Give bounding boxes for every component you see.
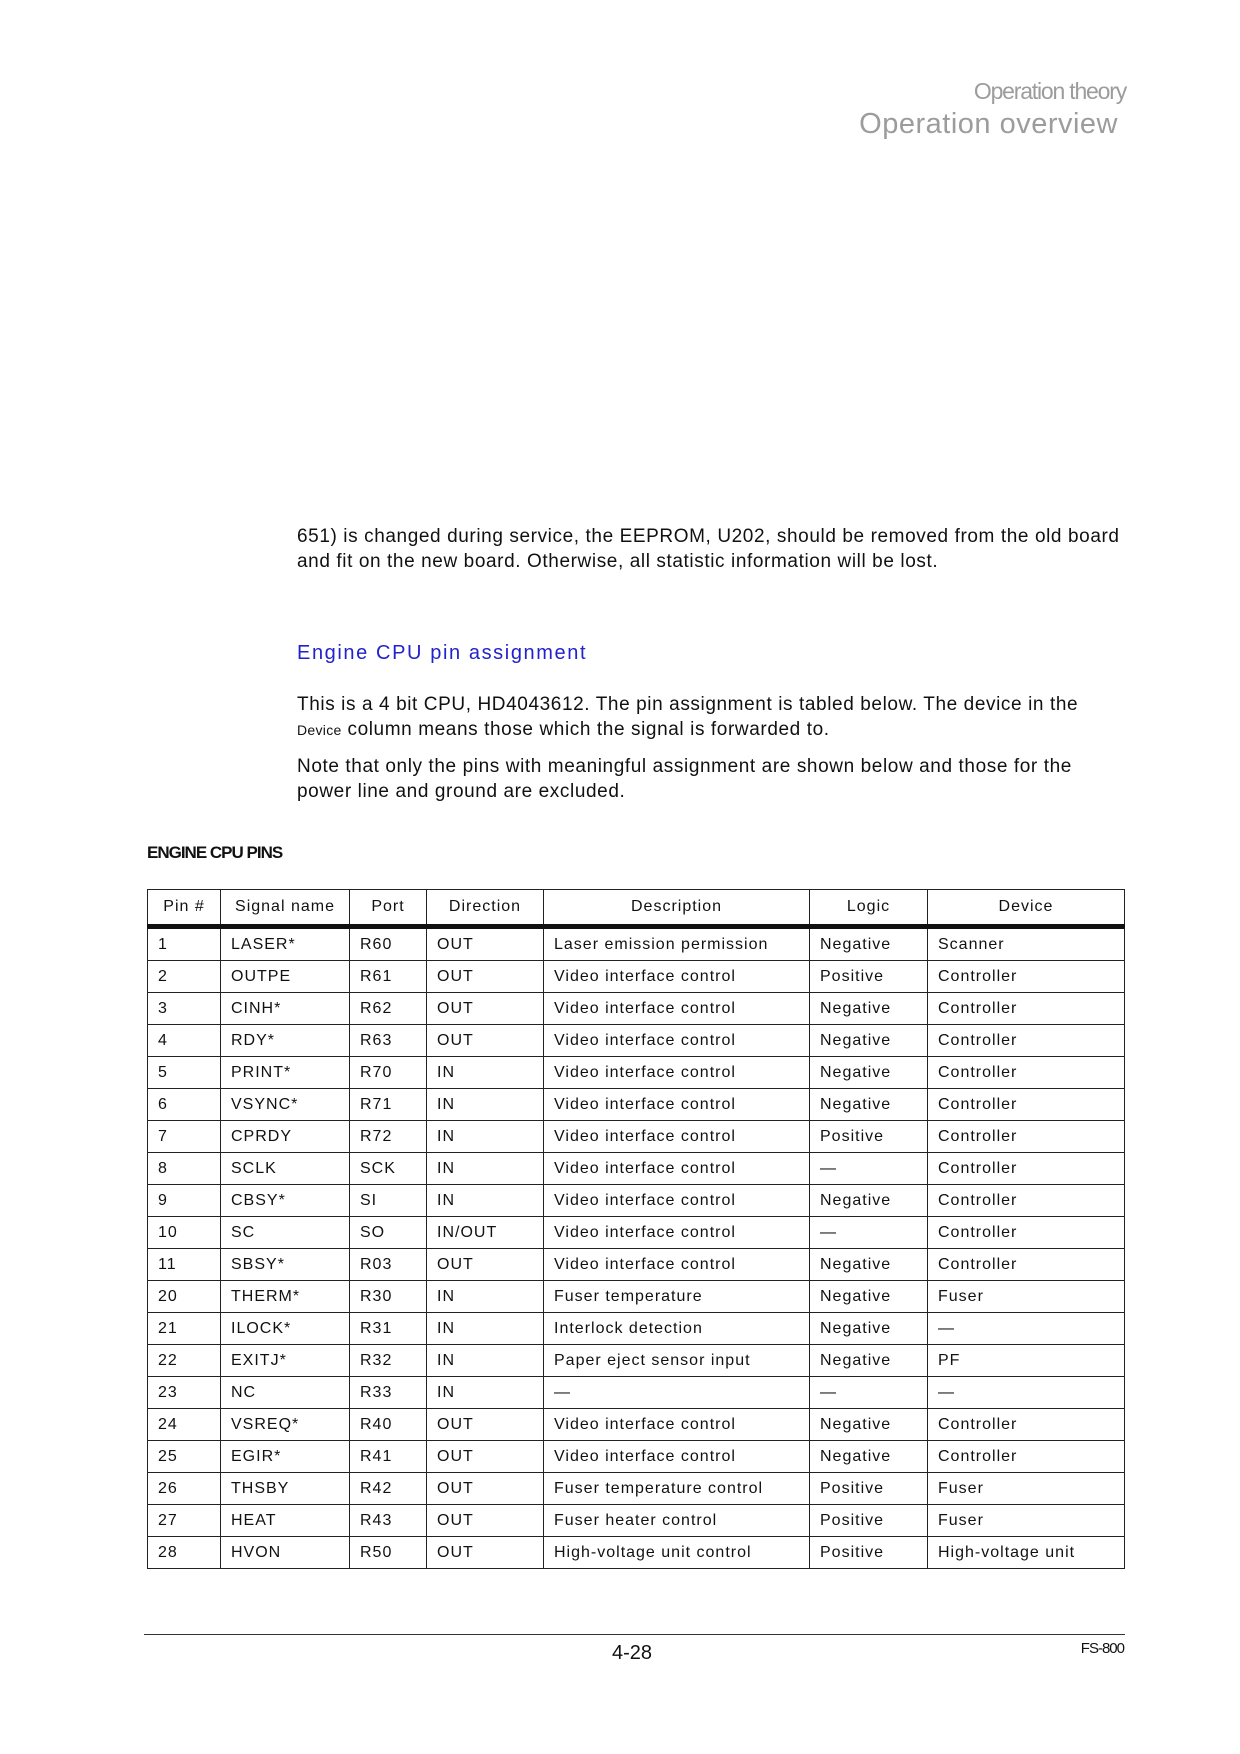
table-cell: OUT bbox=[427, 1249, 544, 1281]
page-number: 4-28 bbox=[612, 1642, 653, 1664]
table-cell: Negative bbox=[810, 1025, 928, 1057]
device-term: Device bbox=[297, 722, 342, 738]
column-header: Port bbox=[350, 890, 427, 927]
table-cell: R71 bbox=[350, 1089, 427, 1121]
table-row bbox=[148, 1185, 1125, 1217]
table-cell: 22 bbox=[148, 1345, 221, 1377]
table-cell: 28 bbox=[148, 1537, 221, 1569]
table-cell: Fuser heater control bbox=[544, 1505, 810, 1537]
table-cell: Negative bbox=[810, 1057, 928, 1089]
table-row bbox=[148, 1409, 1125, 1441]
table-cell: Controller bbox=[928, 1185, 1125, 1217]
table-cell: SI bbox=[350, 1185, 427, 1217]
table-cell: Negative bbox=[810, 993, 928, 1025]
table-cell: R50 bbox=[350, 1537, 427, 1569]
column-header: Logic bbox=[810, 890, 928, 927]
table-cell: 24 bbox=[148, 1409, 221, 1441]
table-row bbox=[148, 1473, 1125, 1505]
table-cell: NC bbox=[221, 1377, 350, 1409]
table-header-row bbox=[148, 890, 1125, 927]
table-cell: Video interface control bbox=[544, 1025, 810, 1057]
table-cell: EGIR* bbox=[221, 1441, 350, 1473]
table-cell: IN bbox=[427, 1057, 544, 1089]
table-cell: OUT bbox=[427, 1441, 544, 1473]
table-cell: Negative bbox=[810, 1249, 928, 1281]
table-cell: — bbox=[928, 1377, 1125, 1409]
table-row bbox=[148, 1121, 1125, 1153]
table-cell: SC bbox=[221, 1217, 350, 1249]
table-row bbox=[148, 1057, 1125, 1089]
section-title: Operation overview bbox=[859, 108, 1118, 140]
table-cell: R62 bbox=[350, 993, 427, 1025]
column-header: Device bbox=[928, 890, 1125, 927]
table-cell: Video interface control bbox=[544, 1185, 810, 1217]
intro-paragraph bbox=[297, 692, 1127, 743]
table-cell: High-voltage unit bbox=[928, 1537, 1125, 1569]
table-cell: Controller bbox=[928, 1121, 1125, 1153]
table-cell: ILOCK* bbox=[221, 1313, 350, 1345]
table-cell: Negative bbox=[810, 1409, 928, 1441]
table-cell: — bbox=[810, 1377, 928, 1409]
table-cell: EXITJ* bbox=[221, 1345, 350, 1377]
table-cell: R32 bbox=[350, 1345, 427, 1377]
table-cell: R60 bbox=[350, 927, 427, 961]
table-cell: Negative bbox=[810, 1313, 928, 1345]
table-cell: OUT bbox=[427, 1409, 544, 1441]
column-header: Description bbox=[544, 890, 810, 927]
table-cell: Video interface control bbox=[544, 1249, 810, 1281]
table-cell: Controller bbox=[928, 993, 1125, 1025]
table-cell: Positive bbox=[810, 1537, 928, 1569]
table-cell: SO bbox=[350, 1217, 427, 1249]
table-cell: Paper eject sensor input bbox=[544, 1345, 810, 1377]
table-cell: CINH* bbox=[221, 993, 350, 1025]
chapter-title: Operation theory bbox=[973, 78, 1126, 104]
column-header: Pin # bbox=[148, 890, 221, 927]
table-cell: — bbox=[810, 1217, 928, 1249]
table-cell: Video interface control bbox=[544, 993, 810, 1025]
footer-rule bbox=[144, 1634, 1125, 1635]
table-row bbox=[148, 1345, 1125, 1377]
table-cell: LASER* bbox=[221, 927, 350, 961]
subsection-heading: Engine CPU pin assignment bbox=[297, 642, 588, 664]
table-cell: OUT bbox=[427, 993, 544, 1025]
table-cell: Fuser bbox=[928, 1473, 1125, 1505]
table-cell: Controller bbox=[928, 1249, 1125, 1281]
table-cell: — bbox=[544, 1377, 810, 1409]
table-cell: OUT bbox=[427, 1505, 544, 1537]
table-cell: Interlock detection bbox=[544, 1313, 810, 1345]
table-cell: Video interface control bbox=[544, 1217, 810, 1249]
table-cell: 6 bbox=[148, 1089, 221, 1121]
table-cell: Negative bbox=[810, 1185, 928, 1217]
table-cell: SCLK bbox=[221, 1153, 350, 1185]
table-row bbox=[148, 1089, 1125, 1121]
table-cell: PF bbox=[928, 1345, 1125, 1377]
table-row bbox=[148, 1537, 1125, 1569]
table-cell: R40 bbox=[350, 1409, 427, 1441]
table-cell: Negative bbox=[810, 927, 928, 961]
table-cell: Fuser bbox=[928, 1281, 1125, 1313]
table-cell: R03 bbox=[350, 1249, 427, 1281]
table-cell: THERM* bbox=[221, 1281, 350, 1313]
table-cell: 11 bbox=[148, 1249, 221, 1281]
table-cell: R43 bbox=[350, 1505, 427, 1537]
table-row bbox=[148, 1377, 1125, 1409]
table-row bbox=[148, 1025, 1125, 1057]
table-cell: R30 bbox=[350, 1281, 427, 1313]
table-cell: R70 bbox=[350, 1057, 427, 1089]
table-cell: Controller bbox=[928, 1089, 1125, 1121]
intro-text-end: column means those which the signal is forwarded to. bbox=[341, 719, 830, 740]
table-cell: R63 bbox=[350, 1025, 427, 1057]
table-cell: Negative bbox=[810, 1345, 928, 1377]
table-cell: Controller bbox=[928, 1025, 1125, 1057]
table-cell: 4 bbox=[148, 1025, 221, 1057]
table-cell: IN bbox=[427, 1345, 544, 1377]
table-cell: Positive bbox=[810, 1473, 928, 1505]
table-cell: Positive bbox=[810, 961, 928, 993]
table-cell: 5 bbox=[148, 1057, 221, 1089]
model-name: FS-800 bbox=[1080, 1640, 1124, 1657]
table-cell: IN bbox=[427, 1121, 544, 1153]
intro-text-start: This is a 4 bit CPU, HD4043612. The pin assignment is tabled below. The device in the bbox=[297, 694, 1079, 715]
table-cell: Fuser temperature bbox=[544, 1281, 810, 1313]
table-cell: VSREQ* bbox=[221, 1409, 350, 1441]
table-row bbox=[148, 961, 1125, 993]
table-cell: SCK bbox=[350, 1153, 427, 1185]
table-cell: Negative bbox=[810, 1281, 928, 1313]
table-cell: 25 bbox=[148, 1441, 221, 1473]
table-cell: CBSY* bbox=[221, 1185, 350, 1217]
table-row bbox=[148, 1217, 1125, 1249]
table-cell: 8 bbox=[148, 1153, 221, 1185]
table-cell: 9 bbox=[148, 1185, 221, 1217]
table-cell: 2 bbox=[148, 961, 221, 993]
table-cell: — bbox=[928, 1313, 1125, 1345]
table-cell: Video interface control bbox=[544, 1441, 810, 1473]
table-cell: Controller bbox=[928, 1057, 1125, 1089]
table-cell: Video interface control bbox=[544, 1057, 810, 1089]
table-cell: 23 bbox=[148, 1377, 221, 1409]
table-cell: SBSY* bbox=[221, 1249, 350, 1281]
table-cell: IN/OUT bbox=[427, 1217, 544, 1249]
table-cell: OUTPE bbox=[221, 961, 350, 993]
table-cell: Laser emission permission bbox=[544, 927, 810, 961]
table-title: ENGINE CPU PINS bbox=[147, 843, 283, 862]
engine-cpu-pins-table bbox=[147, 889, 1125, 1569]
table-row bbox=[148, 1313, 1125, 1345]
table-row bbox=[148, 1505, 1125, 1537]
table-cell: Fuser temperature control bbox=[544, 1473, 810, 1505]
table-cell: 10 bbox=[148, 1217, 221, 1249]
table-cell: Scanner bbox=[928, 927, 1125, 961]
table-cell: THSBY bbox=[221, 1473, 350, 1505]
continuation-paragraph: 651) is changed during service, the EEPROM, U202, should be removed from the old board and fit on the new board. Otherwise, all statistic information will be lost. bbox=[297, 526, 1120, 572]
table-cell: R31 bbox=[350, 1313, 427, 1345]
table-cell: R72 bbox=[350, 1121, 427, 1153]
table-cell: 1 bbox=[148, 927, 221, 961]
table-cell: Controller bbox=[928, 1153, 1125, 1185]
table-cell: — bbox=[810, 1153, 928, 1185]
table-cell: 3 bbox=[148, 993, 221, 1025]
table-cell: OUT bbox=[427, 1537, 544, 1569]
table-cell: PRINT* bbox=[221, 1057, 350, 1089]
table-cell: R42 bbox=[350, 1473, 427, 1505]
table-cell: IN bbox=[427, 1089, 544, 1121]
table-cell: CPRDY bbox=[221, 1121, 350, 1153]
table-cell: Controller bbox=[928, 961, 1125, 993]
table-cell: Controller bbox=[928, 1441, 1125, 1473]
table-cell: 20 bbox=[148, 1281, 221, 1313]
table-cell: OUT bbox=[427, 1025, 544, 1057]
table-cell: 26 bbox=[148, 1473, 221, 1505]
table-cell: HEAT bbox=[221, 1505, 350, 1537]
table-cell: IN bbox=[427, 1281, 544, 1313]
table-row bbox=[148, 927, 1125, 961]
table-cell: VSYNC* bbox=[221, 1089, 350, 1121]
table-cell: R41 bbox=[350, 1441, 427, 1473]
table-cell: Positive bbox=[810, 1505, 928, 1537]
table-cell: Video interface control bbox=[544, 1121, 810, 1153]
table-cell: 21 bbox=[148, 1313, 221, 1345]
column-header: Direction bbox=[427, 890, 544, 927]
table-cell: Video interface control bbox=[544, 1089, 810, 1121]
table-cell: Controller bbox=[928, 1409, 1125, 1441]
table-cell: R61 bbox=[350, 961, 427, 993]
table-cell: IN bbox=[427, 1153, 544, 1185]
table-cell: OUT bbox=[427, 927, 544, 961]
table-cell: HVON bbox=[221, 1537, 350, 1569]
table-row bbox=[148, 1249, 1125, 1281]
table-row bbox=[148, 1153, 1125, 1185]
table-cell: Video interface control bbox=[544, 1409, 810, 1441]
table-cell: High-voltage unit control bbox=[544, 1537, 810, 1569]
table-cell: Video interface control bbox=[544, 1153, 810, 1185]
table-cell: Fuser bbox=[928, 1505, 1125, 1537]
table-cell: RDY* bbox=[221, 1025, 350, 1057]
table-row bbox=[148, 1281, 1125, 1313]
table-cell: 7 bbox=[148, 1121, 221, 1153]
table-cell: OUT bbox=[427, 961, 544, 993]
table-cell: IN bbox=[427, 1313, 544, 1345]
column-header: Signal name bbox=[221, 890, 350, 927]
table-cell: OUT bbox=[427, 1473, 544, 1505]
table-cell: 27 bbox=[148, 1505, 221, 1537]
table-row bbox=[148, 1441, 1125, 1473]
table-cell: Positive bbox=[810, 1121, 928, 1153]
table-cell: IN bbox=[427, 1377, 544, 1409]
table-cell: Negative bbox=[810, 1441, 928, 1473]
note-paragraph: Note that only the pins with meaningful assignment are shown below and those for the power line and ground are excluded. bbox=[297, 756, 1072, 802]
table-cell: R33 bbox=[350, 1377, 427, 1409]
table-cell: Video interface control bbox=[544, 961, 810, 993]
table-row bbox=[148, 993, 1125, 1025]
table-cell: Negative bbox=[810, 1089, 928, 1121]
table-cell: Controller bbox=[928, 1217, 1125, 1249]
table-cell: IN bbox=[427, 1185, 544, 1217]
